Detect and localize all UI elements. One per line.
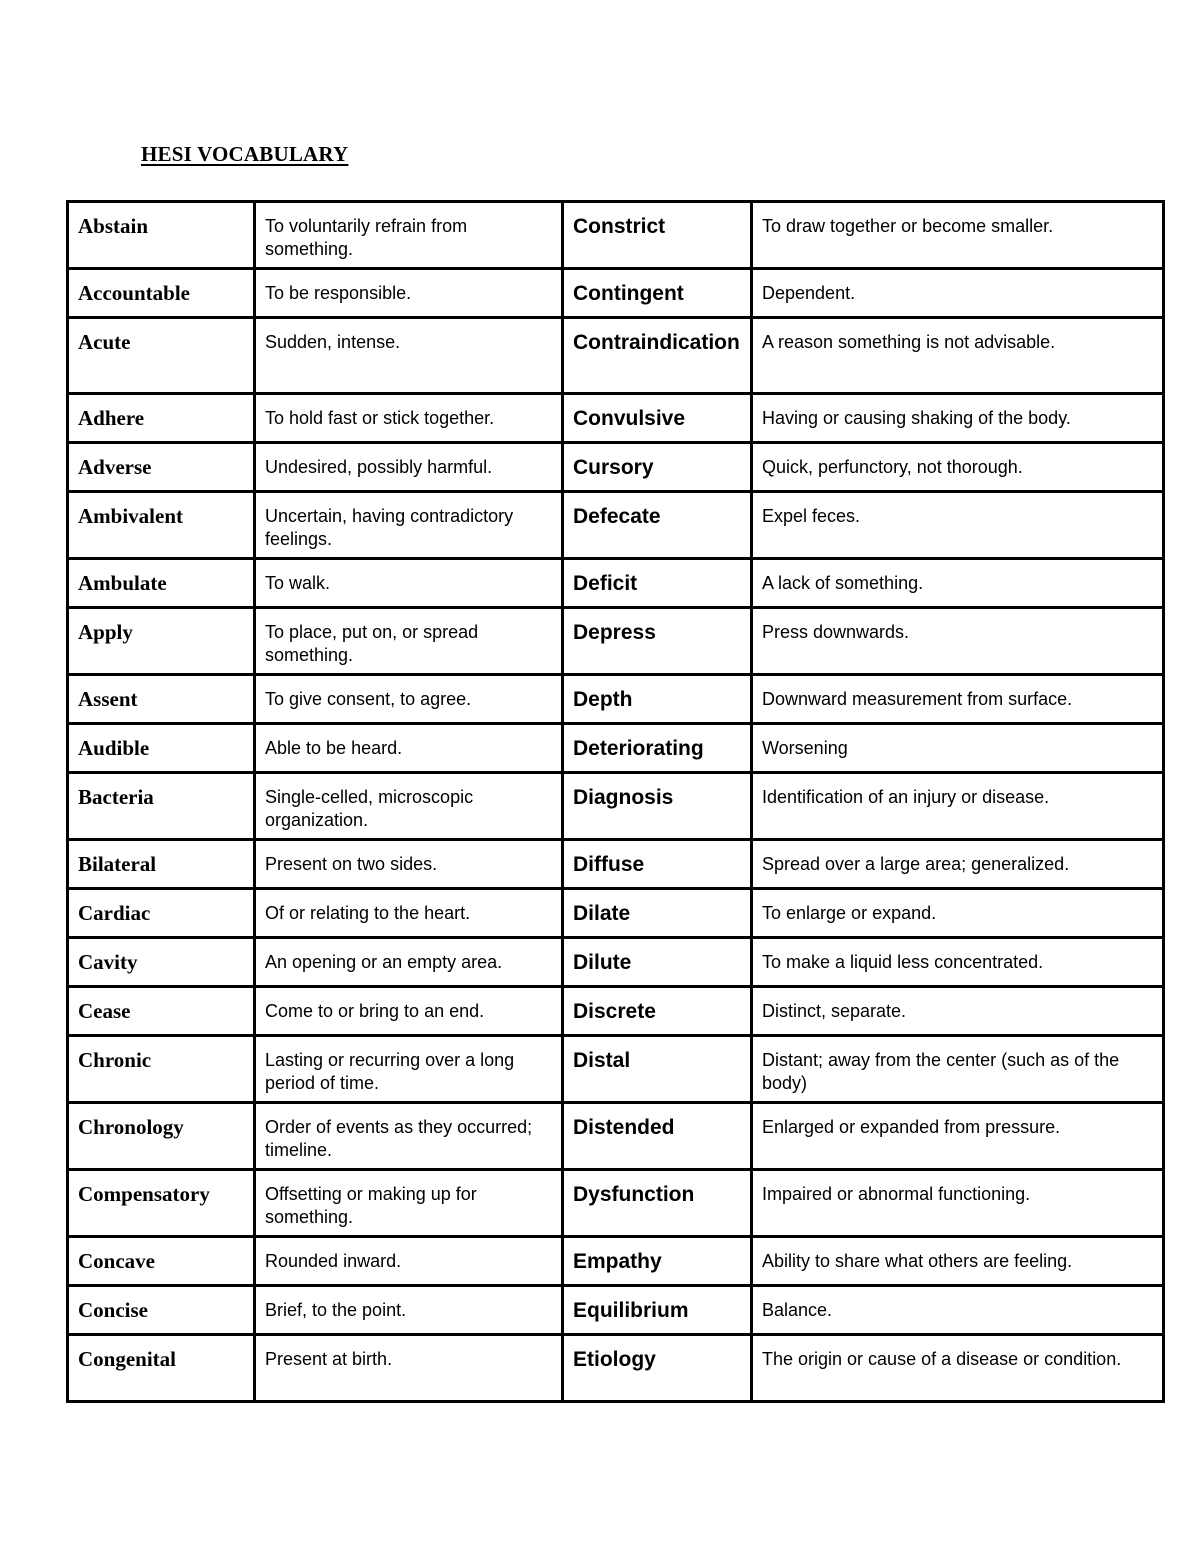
term-cell: Convulsive <box>563 394 752 443</box>
table-row <box>68 443 1164 492</box>
term-cell: Cursory <box>563 443 752 492</box>
definition-cell: Impaired or abnormal functioning. <box>752 1170 1164 1237</box>
definition-cell: Downward measurement from surface. <box>752 675 1164 724</box>
term-cell: Audible <box>68 724 255 773</box>
term-cell: Bacteria <box>68 773 255 840</box>
definition-cell: Dependent. <box>752 269 1164 318</box>
definition-cell: Present at birth. <box>255 1335 563 1402</box>
term-cell: Dilate <box>563 889 752 938</box>
table-row <box>68 938 1164 987</box>
definition-cell: To give consent, to agree. <box>255 675 563 724</box>
term-cell: Constrict <box>563 202 752 269</box>
definition-cell: Lasting or recurring over a long period of time. <box>255 1036 563 1103</box>
term-cell: Adverse <box>68 443 255 492</box>
table-row <box>68 773 1164 840</box>
term-cell: Cease <box>68 987 255 1036</box>
definition-cell: Sudden, intense. <box>255 318 563 394</box>
definition-cell: Enlarged or expanded from pressure. <box>752 1103 1164 1170</box>
definition-cell: To enlarge or expand. <box>752 889 1164 938</box>
term-cell: Concise <box>68 1286 255 1335</box>
table-row <box>68 318 1164 394</box>
term-cell: Contraindication <box>563 318 752 394</box>
definition-cell: Worsening <box>752 724 1164 773</box>
term-cell: Deficit <box>563 559 752 608</box>
term-cell: Adhere <box>68 394 255 443</box>
definition-cell: Come to or bring to an end. <box>255 987 563 1036</box>
definition-cell: Offsetting or making up for something. <box>255 1170 563 1237</box>
term-cell: Abstain <box>68 202 255 269</box>
definition-cell: A reason something is not advisable. <box>752 318 1164 394</box>
term-cell: Chronic <box>68 1036 255 1103</box>
table-row <box>68 1237 1164 1286</box>
definition-cell: Undesired, possibly harmful. <box>255 443 563 492</box>
term-cell: Depth <box>563 675 752 724</box>
definition-cell: An opening or an empty area. <box>255 938 563 987</box>
table-row <box>68 724 1164 773</box>
definition-cell: Ability to share what others are feeling. <box>752 1237 1164 1286</box>
term-cell: Equilibrium <box>563 1286 752 1335</box>
definition-cell: Identification of an injury or disease. <box>752 773 1164 840</box>
definition-cell: A lack of something. <box>752 559 1164 608</box>
definition-cell: Spread over a large area; generalized. <box>752 840 1164 889</box>
term-cell: Contingent <box>563 269 752 318</box>
table-row <box>68 608 1164 675</box>
term-cell: Diffuse <box>563 840 752 889</box>
term-cell: Assent <box>68 675 255 724</box>
table-row <box>68 889 1164 938</box>
definition-cell: Balance. <box>752 1286 1164 1335</box>
table-row <box>68 1036 1164 1103</box>
definition-cell: Uncertain, having contradictory feelings. <box>255 492 563 559</box>
term-cell: Bilateral <box>68 840 255 889</box>
term-cell: Depress <box>563 608 752 675</box>
term-cell: Ambulate <box>68 559 255 608</box>
table-row <box>68 1170 1164 1237</box>
definition-cell: Present on two sides. <box>255 840 563 889</box>
table-row <box>68 202 1164 269</box>
definition-cell: To walk. <box>255 559 563 608</box>
table-row <box>68 394 1164 443</box>
term-cell: Congenital <box>68 1335 255 1402</box>
definition-cell: Quick, perfunctory, not thorough. <box>752 443 1164 492</box>
definition-cell: To draw together or become smaller. <box>752 202 1164 269</box>
vocabulary-table <box>66 200 1165 1403</box>
definition-cell: Brief, to the point. <box>255 1286 563 1335</box>
definition-cell: To voluntarily refrain from something. <box>255 202 563 269</box>
table-row <box>68 1103 1164 1170</box>
table-row <box>68 675 1164 724</box>
term-cell: Defecate <box>563 492 752 559</box>
definition-cell: Having or causing shaking of the body. <box>752 394 1164 443</box>
definition-cell: The origin or cause of a disease or condition. <box>752 1335 1164 1402</box>
definition-cell: To place, put on, or spread something. <box>255 608 563 675</box>
term-cell: Distended <box>563 1103 752 1170</box>
table-row <box>68 269 1164 318</box>
term-cell: Discrete <box>563 987 752 1036</box>
term-cell: Concave <box>68 1237 255 1286</box>
definition-cell: Distant; away from the center (such as of the body) <box>752 1036 1164 1103</box>
definition-cell: Single-celled, microscopic organization. <box>255 773 563 840</box>
term-cell: Apply <box>68 608 255 675</box>
definition-cell: Able to be heard. <box>255 724 563 773</box>
page-title: HESI VOCABULARY <box>141 142 349 166</box>
definition-cell: Of or relating to the heart. <box>255 889 563 938</box>
term-cell: Cavity <box>68 938 255 987</box>
definition-cell: Rounded inward. <box>255 1237 563 1286</box>
term-cell: Compensatory <box>68 1170 255 1237</box>
table-row <box>68 1335 1164 1402</box>
definition-cell: To make a liquid less concentrated. <box>752 938 1164 987</box>
term-cell: Cardiac <box>68 889 255 938</box>
term-cell: Distal <box>563 1036 752 1103</box>
term-cell: Deteriorating <box>563 724 752 773</box>
definition-cell: Distinct, separate. <box>752 987 1164 1036</box>
term-cell: Dilute <box>563 938 752 987</box>
term-cell: Empathy <box>563 1237 752 1286</box>
term-cell: Diagnosis <box>563 773 752 840</box>
table-row <box>68 559 1164 608</box>
term-cell: Dysfunction <box>563 1170 752 1237</box>
definition-cell: To be responsible. <box>255 269 563 318</box>
term-cell: Etiology <box>563 1335 752 1402</box>
definition-cell: To hold fast or stick together. <box>255 394 563 443</box>
term-cell: Accountable <box>68 269 255 318</box>
definition-cell: Expel feces. <box>752 492 1164 559</box>
term-cell: Acute <box>68 318 255 394</box>
table-row <box>68 1286 1164 1335</box>
definition-cell: Order of events as they occurred; timeline. <box>255 1103 563 1170</box>
table-row <box>68 840 1164 889</box>
definition-cell: Press downwards. <box>752 608 1164 675</box>
table-row <box>68 492 1164 559</box>
term-cell: Chronology <box>68 1103 255 1170</box>
table-row <box>68 987 1164 1036</box>
term-cell: Ambivalent <box>68 492 255 559</box>
